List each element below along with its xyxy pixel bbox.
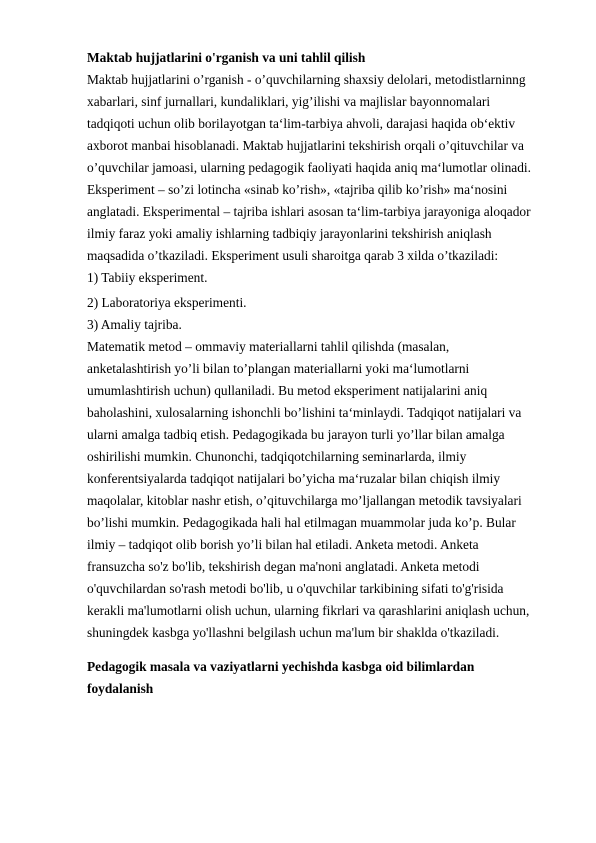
text-line: maqolalar, kitoblar nashr etish, o’qituvchilarga mo’ljallangan metodik tavsiyalari	[87, 493, 522, 508]
text-line: xabarlari, sinf jurnallari, kundaliklari, yig’ilishi va majlislar bayonnomalari	[87, 94, 491, 109]
text-line: konferentsiyalarda tadqiqot natijalari bo’yicha ma‘ruzalar bilan chiqish ilmiy	[87, 471, 501, 486]
spacer	[87, 644, 557, 656]
text-line: Matematik metod – ommaviy materiallarni tahlil qilishda (masalan,	[87, 339, 450, 354]
text-line: bo’lishi mumkin. Pedagogikada hali hal etilmagan muammolar juda ko’p. Bular	[87, 515, 516, 530]
text-line: fransuzcha so'z bo'lib, tekshirish degan ma'noni anglatadi. Anketa metodi	[87, 559, 480, 574]
document-page	[87, 47, 557, 700]
text-line: axborot manbai hisoblanadi. Maktab hujjatlarini tekshirish orqali o’qituvchilar va	[87, 138, 524, 153]
text-line: oshirilishi mumkin. Chunonchi, tadqiqotchilarning seminarlarda, ilmiy	[87, 449, 467, 464]
section-title-line: foydalanish	[87, 681, 154, 696]
text-line: maqsadida o’tkaziladi. Eksperiment usuli sharoitga qarab 3 xilda o’tkaziladi:	[87, 248, 499, 263]
text-line: o'quvchilardan so'rash metodi bo'lib, u o'quvchilar tarkibining sifati to'g'risida	[87, 581, 504, 596]
section-title-line: Pedagogik masala va vaziyatlarni yechishda kasbga oid bilimlardan	[87, 659, 475, 674]
list-item: 1) Tabiiy eksperiment.	[87, 270, 208, 285]
section-heading-2	[87, 656, 557, 700]
text-line: ularni amalga tadbiq etish. Pedagogikada bu jarayon turli yo’llar bilan amalga	[87, 427, 505, 442]
list-item: 2) Laboratoriya eksperimenti.	[87, 295, 247, 310]
section-title: Maktab hujjatlarini o'rganish va uni tahlil qilish	[87, 50, 366, 65]
text-line: umumlashtirish uchun) qullaniladi. Bu metod eksperiment natijalarini aniq	[87, 383, 488, 398]
list-item: 3) Amaliy tajriba.	[87, 317, 182, 332]
text-line: anketalashtirish yo’li bilan to’plangan materiallarni yoki ma‘lumotlarni	[87, 361, 470, 376]
text-line: ilmiy faraz yoki amaliy ishlarning tadbiqiy jarayonlarini tekshirish aniqlash	[87, 226, 492, 241]
paragraph-block-b	[87, 292, 557, 644]
text-line: Maktab hujjatlarini o’rganish - o’quvchilarning shaxsiy delolari, metodistlarninng	[87, 72, 526, 87]
text-line: shuningdek kasbga yo'llashni belgilash uchun ma'lum bir shaklda o'tkaziladi.	[87, 625, 500, 640]
text-line: anglatadi. Eksperimental – tajriba ishlari asosan ta‘lim-tarbiya jarayoniga aloqador	[87, 204, 531, 219]
text-line: tadqiqoti uchun olib borilayotgan ta‘lim-tarbiya ahvoli, darajasi haqida ob‘ektiv	[87, 116, 516, 131]
text-line: ilmiy – tadqiqot olib borish yo’li bilan hal etiladi. Anketa metodi. Anketa	[87, 537, 479, 552]
text-line: o’quvchilar jamoasi, ularning pedagogik faoliyati haqida aniq ma‘lumotlar olinadi.	[87, 160, 531, 175]
text-line: Eksperiment – so’zi lotincha «sinab ko’rish», «tajriba qilib ko’rish» ma‘nosini	[87, 182, 508, 197]
paragraph-block-a	[87, 69, 557, 289]
text-line: baholashini, xulosalarning ishonchli bo’lishini ta‘minlaydi. Tadqiqot natijalari va	[87, 405, 522, 420]
text-line: kerakli ma'lumotlarni olish uchun, ularning fikrlari va qarashlarini aniqlash uchun,	[87, 603, 530, 618]
